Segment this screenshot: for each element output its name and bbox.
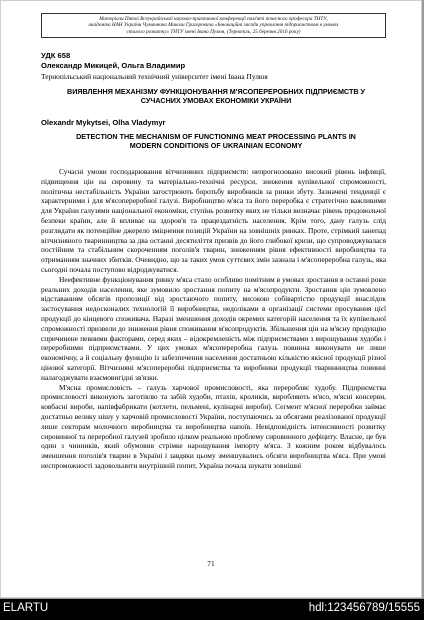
affiliation: Тернопільський національний технічний університет імені Івана Пулюя (41, 72, 268, 81)
header-line: Матеріали Пятої Всеукраїнської науково-практичної конференції пам'яті почесного професора ТНТУ, (99, 16, 328, 22)
article-body (41, 167, 386, 471)
udk-code: УДК 658 (41, 51, 71, 60)
body-paragraph: Неефективне функціонування ринку м'яса стало особливо помітним в умовах зростання в останні роки реальних доходів населення, яке зумовило зростання попиту на м'ясопродукти. Зростання цін зумовлено відставанням обсягів пропозиції від зростаючого попиту, високою собівартістю продукції внаслідок застосування недосконалих технологій її виробництва, недоліками в організації системи просування цієї продукції до кінцевого споживача. Наразі зменшення доходів окремих категорій населення та їх купівельної спроможності призвели до зниження рівня споживання м'ясопродуктів. Збільшення цін на м'ясну продукцію спричинене певними факторами, серед яких – відокремленість між підприємствами з вирощування худоби і переробними підприємствами. У цих умовах м'ясопереробна галузь повинна виконувати не лише економічну, а й соціальну функцію із забезпечення населення достатньою кількістю якісної продукції різної цінової категорії. Вітчизняні м'ясопереробні підприємства та виробники продукції тваринництва повинні налагоджувати взаємовигідні зв'язки. (41, 274, 386, 382)
page-number: 71 (207, 559, 215, 568)
viewer-status-bar (0, 599, 424, 620)
authors-ukrainian: Олександр Микицей, Ольга Владимир (41, 61, 186, 70)
authors-english: Olexandr Mykytsei, Olha Vladymyr (41, 118, 166, 127)
body-paragraph: М'ясна промисловість – галузь харчової промисловості, яка переробляє худобу. Підприємства промисловості виконують заготівлю та забій худоби, птахів, кроликів, виробляють м'ясо, м'ясні консерви, ковбасні вироби, напівфабрикати (котлети, пельмені, кулінарні вироби). Сегмент м'ясної переробки займає достатньо велику нішу у харчовій промисловості України, поступаючись за обсягами реалізованої продукції лише секторам молочного виробництва та виробництва напоїв. Невідповідність інтенсивності розвитку сировинної та переробної галузей зробило цілком реальною проблему сировинного дефіциту. Власне, це був один з чинників, який обумовив стрімке нарощування імпорту м'яса. З кожним роком відбувалось зменшення поголів'я тварин в Україні і завдяки цьому зменшувались обсяги виробництва м'яса. При умові неспроможності задовольнити внутрішній попит, Україна почала шукати зовнішні (41, 382, 386, 470)
title-english: DETECTION THE MECHANISM OF FUNCTIONING MEAT PROCESSING PLANTS IN MODERN CONDITIONS OF UKRAINIAN ECONOMY (76, 132, 356, 150)
header-line: академіка НАН України Чумачника Миколи Григоровича «Інноваційні засади управління підприємством в умовах (88, 22, 339, 29)
conference-header (41, 13, 386, 38)
repository-label: ELARTU (3, 602, 49, 614)
handle-identifier[interactable]: hdl:123456789/15555 (308, 602, 420, 614)
body-paragraph: Сучасні умови господарювання вітчизняних підприємств: непрогнозовано високий рівень інфляції, підвищення цін на сировину та матеріально-технічні ресурси, зниження купівельної спроможності, політична нестабільність України загострюють боротьбу виробників за ринки збуту. Зазначені тенденції є характерними і для м'ясопереробної галузі. Виробництво м'яса та його переробка є стратегічно важливими для України галузями національної економіки, ступінь розвитку яких не тільки визначає рівень продовольчої безпеки країни, але й впливає на здоров'я та працездатність населення. Крім того, дану галузь слід розглядати як потенційне джерело зміцнення позицій України на зовнішніх ринках. Проте, стрімкий занепад вітчизняного тваринництва за два останні десятиліття призвів до його глибокої кризи, що супроводжувалася постійним та стабільним скороченням поголів'я тварин, зниженням рівня ефективності виробництва та отриманням значних збитків. Очевидно, що за таких умов суттєвих змін зазнала і м'ясопереробна галузь, яка сьогодні почала поступово відроджуватися. (41, 167, 386, 274)
title-ukrainian: ВИЯВЛЕННЯ МЕХАНІЗМУ ФУНКЦІОНУВАННЯ М'ЯСОПЕРЕРОБНИХ ПІДПРИЄМСТВ У СУЧАСНИХ УМОВАХ ЕКОНОМІКИ УКРАЇНИ (67, 87, 365, 105)
header-line: сталого розвитку» ТНТУ імені Івана Пулюя, (Тернопіль, 25 березня 2016 року) (126, 28, 301, 35)
